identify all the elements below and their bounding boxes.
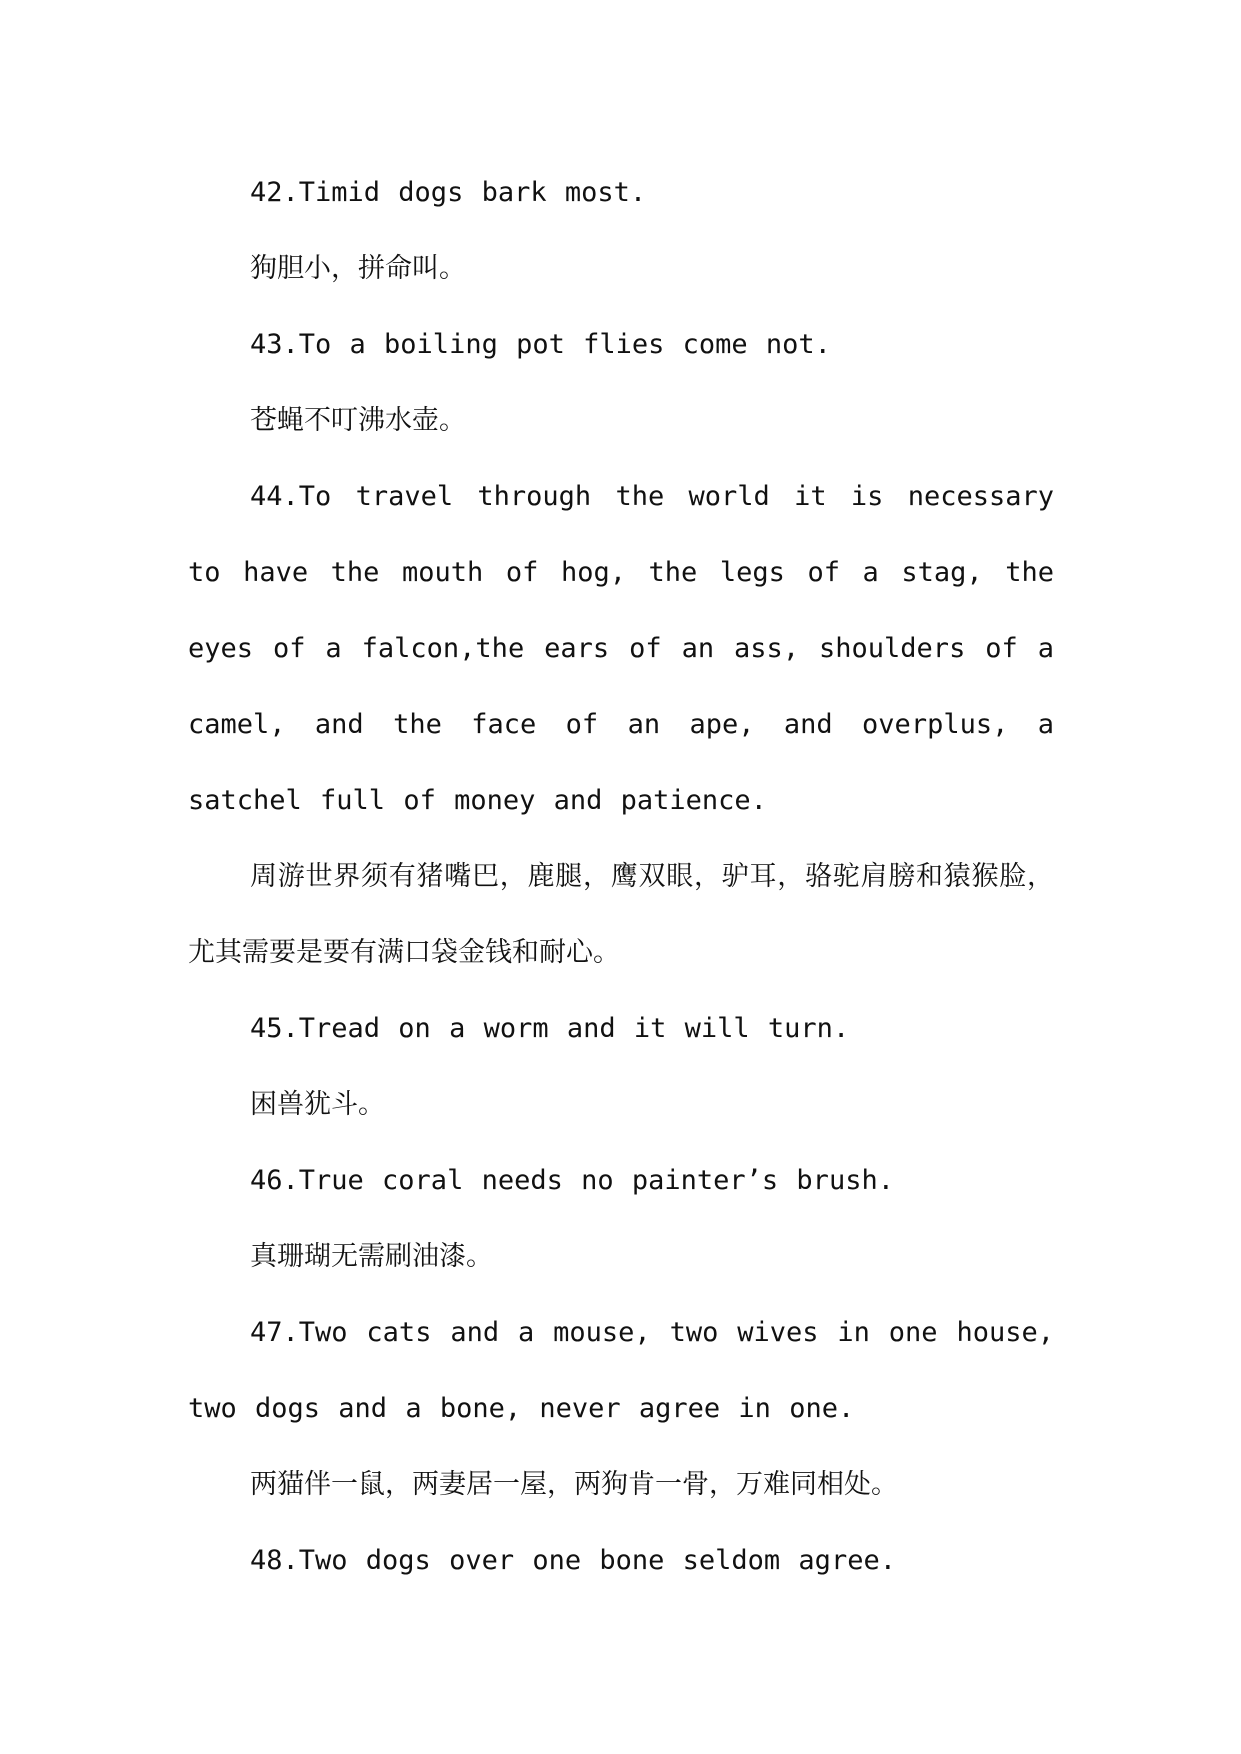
proverb-42-english: 42.Timid dogs bark most.	[250, 177, 647, 208]
proverb-42-chinese: 狗胆小，拼命叫。	[250, 253, 466, 284]
proverb-43-english: 43.To a boiling pot flies come not.	[250, 329, 831, 360]
proverb-46-english: 46.True coral needs no painter’s brush.	[250, 1165, 894, 1196]
proverb-46-chinese: 真珊瑚无需刷油漆。	[250, 1241, 493, 1272]
proverb-44-chinese: 周游世界须有猪嘴巴，鹿腿，鹰双眼，驴耳，骆驼肩膀和猿猴脸，尤其需要是要有满口袋金钱和耐心。	[188, 861, 1054, 968]
proverb-43-chinese: 苍蝇不叮沸水壶。	[250, 405, 466, 436]
proverb-47-english: 47.Two cats and a mouse, two wives in one house, two dogs and a bone, never agree in one.	[188, 1317, 1054, 1424]
proverb-48-english: 48.Two dogs over one bone seldom agree.	[250, 1545, 896, 1576]
proverb-47-chinese: 两猫伴一鼠，两妻居一屋，两狗肯一骨，万难同相处。	[250, 1469, 898, 1500]
document-body	[188, 155, 1054, 1599]
proverb-45-chinese: 困兽犹斗。	[250, 1089, 385, 1120]
proverb-45-english: 45.Tread on a worm and it will turn.	[250, 1013, 850, 1044]
proverb-44-english: 44.To travel through the world it is necessary to have the mouth of hog, the legs of a stag, the eyes of a falcon,the ears of an ass, shoulders of a camel, and the face of an ape, and overplus, a satchel full of money and patience.	[188, 481, 1054, 816]
